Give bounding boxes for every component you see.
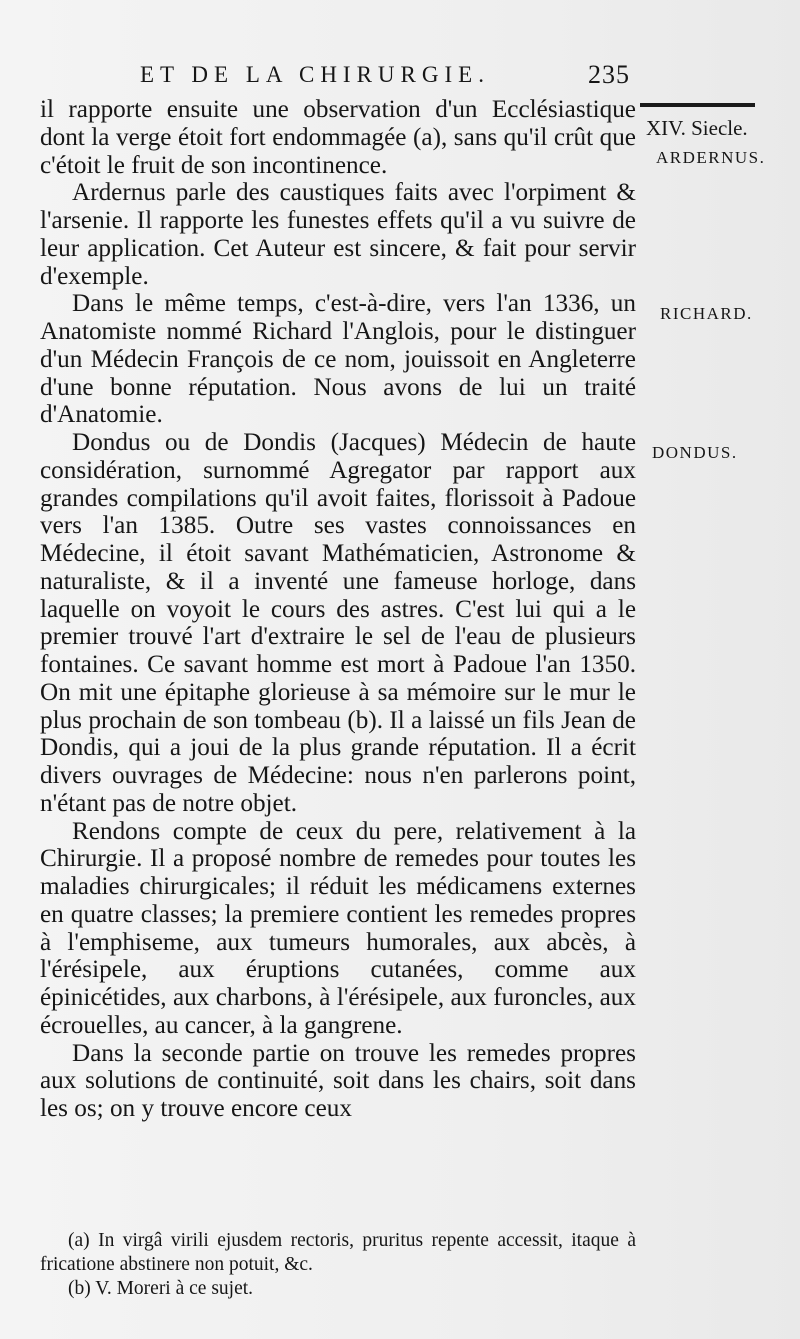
paragraph-second-part: Dans la seconde partie on trouve les remedes propres aux solutions de continuité, soit dans les chairs, soit dans les os; on y trouve encore ceux	[40, 1039, 636, 1122]
margin-rule	[640, 103, 755, 107]
paragraph-dondus: Dondus ou de Dondis (Jacques) Médecin de haute considération, surnommé Agregator par rapport aux grandes compilations qu'il avoit faites, florissoit à Padoue vers l'an 1385. Outre ses vastes connoissances en Médecine, il étoit savant Mathématicien, Astronome & naturaliste, & il a inventé une fameuse horloge, dans laquelle on voyoit le cours des astres. C'est lui qui a le premier trouvé l'art d'extraire le sel de l'eau de plusieurs fontaines. Ce savant homme est mort à Padoue l'an 1350. On mit une épitaphe glorieuse à sa mémoire sur le mur le plus prochain de son tombeau (b). Il a laissé un fils Jean de Dondis, qui a joui de la plus grande réputation. Il a écrit divers ouvrages de Médecine: nous n'en parlerons point, n'étant pas de notre objet.	[40, 429, 636, 817]
running-head: ET DE LA CHIRURGIE.	[140, 62, 490, 87]
margin-note-ardernus: ARDERNUS.	[656, 148, 766, 167]
paragraph-ardernus: Ardernus parle des caustiques faits avec l'orpiment & l'arsenie. Il rapporte les funestes effets qu'il a vu suivre de leur application. Cet Auteur est sincere, & fait pour servir d'exemple.	[40, 179, 636, 290]
footnote-a: (a) In virgâ virili ejusdem rectoris, pruritus repente accessit, itaque à fricatione abstinere non potuit, &c.	[40, 1230, 636, 1275]
paragraph-continuation: il rapporte ensuite une observation d'un Ecclésiastique dont la verge étoit fort endommagée (a), sans qu'il crût que c'étoit le fruit de son incontinence.	[40, 96, 636, 179]
body-text	[40, 96, 636, 1123]
margin-note-dondus: DONDUS.	[652, 443, 738, 462]
page-number: 235	[588, 60, 630, 89]
footnote-b: (b) V. Moreri à ce sujet.	[68, 1278, 254, 1299]
margin-note-century: XIV. Siecle.	[646, 116, 748, 140]
paragraph-remedies: Rendons compte de ceux du pere, relativement à la Chirurgie. Il a proposé nombre de remedes pour toutes les maladies chirurgicales; il réduit les médicamens externes en quatre classes; la premiere contient les remedes propres à l'emphiseme, aux tumeurs humorales, aux abcès, à l'érésipele, aux éruptions cutanées, comme aux épinicétides, aux charbons, à l'érésipele, aux furoncles, aux écrouelles, au cancer, à la gangrene.	[40, 817, 636, 1039]
paragraph-richard: Dans le même temps, c'est-à-dire, vers l'an 1336, un Anatomiste nommé Richard l'Anglois, pour le distinguer d'un Médecin François de ce nom, jouissoit en Angleterre d'une bonne réputation. Nous avons de lui un traité d'Anatomie.	[40, 290, 636, 429]
page-header	[140, 60, 630, 94]
margin-note-richard: RICHARD.	[660, 304, 753, 323]
footnotes	[40, 1229, 636, 1301]
